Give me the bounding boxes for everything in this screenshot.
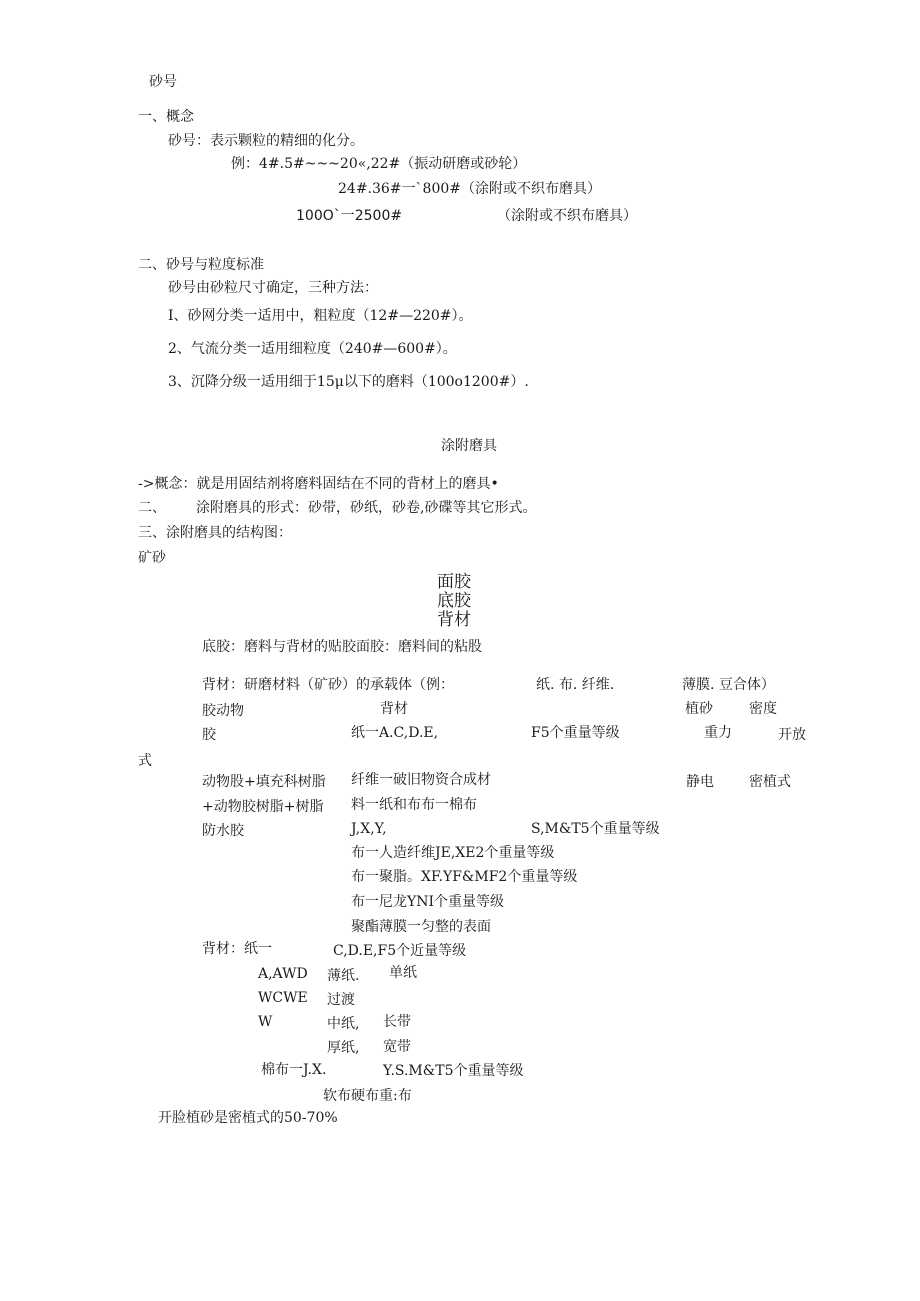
cotton-cloth: 棉布一J.X. <box>261 1062 327 1078</box>
cloth-rayon: 布一人造纤维JE,XE2个重量等级 <box>351 845 555 861</box>
cloth-nylon: 布一尼龙YNI个重量等级 <box>351 894 505 910</box>
polyester-film: 聚酯薄膜一匀整的表面 <box>351 919 491 935</box>
example-line-2: 24#.36#一`800#（涂附或不织布磨具） <box>338 181 601 197</box>
smt5-grades: S,M&T5个重量等级 <box>531 821 660 837</box>
backing-definition: 背材：研磨材料（矿砂）的承载体（例： <box>202 677 454 693</box>
waterproof-glue: 防水胶 <box>202 823 244 839</box>
dense-type: 密植式 <box>749 774 791 790</box>
ore-sand-label: 矿砂 <box>138 550 166 566</box>
backing-paper-grades: C,D.E,F5个近量等级 <box>333 943 467 959</box>
col-plant-sand: 植砂 <box>685 701 713 717</box>
section-1-heading: 一、概念 <box>138 109 194 125</box>
gravity-method: 重力 <box>704 725 732 741</box>
open-type-a: 开放 <box>778 727 806 743</box>
section-2-intro: 砂号由砂粒尺寸确定，三种方法： <box>168 280 378 296</box>
col-density: 密度 <box>749 701 777 717</box>
soft-hard-cloth: 软布硬布重:布 <box>323 1088 412 1104</box>
col-backing: 背材 <box>380 701 408 717</box>
medium-paper: 中纸, <box>327 1016 360 1032</box>
single-sheet: 单纸 <box>389 965 417 981</box>
transition-paper: 过渡 <box>327 992 355 1008</box>
electrostatic-method: 静电 <box>686 774 714 790</box>
example-line-3-note: （涂附或不织布磨具） <box>497 208 637 224</box>
long-belt: 长带 <box>383 1014 411 1030</box>
col-glue-line-2: 胶 <box>202 727 216 743</box>
example-line-3-grit: 100O`一2500# <box>296 208 403 224</box>
cloth-polyester: 布一聚脂。XF.YF&MF2个重量等级 <box>351 869 578 885</box>
fiber-line-2: 料一纸和布布一棉布 <box>351 797 477 813</box>
awd-grade: A,AWD <box>258 966 308 982</box>
method-3: 3、沉降分级一适用细于15μ以下的磨料（100o1200#）. <box>168 374 529 390</box>
glue-definition: 底胶：磨料与背材的贴胶面胶：磨料间的粘股 <box>202 639 482 655</box>
concept-line: ->概念：就是用固结剂将磨料固结在不同的背材上的磨具• <box>138 476 499 492</box>
w-grade: W <box>258 1014 273 1030</box>
structure-heading: 三、涂附磨具的结构图： <box>138 525 292 541</box>
forms-line: 涂附磨具的形式：砂带，砂纸，砂卷,砂碟等其它形式。 <box>196 500 537 516</box>
coated-abrasives-title: 涂附磨具 <box>441 438 497 454</box>
section-1-definition: 砂号：表示颗粒的精细的化分。 <box>168 133 364 149</box>
glue-mix-2: +动物胶树脂+树脂 <box>202 799 324 815</box>
method-2: 2、气流分类一适用细粒度（240#—600#）。 <box>168 341 457 357</box>
forms-number: 二、 <box>138 500 166 516</box>
doc-title: 砂号 <box>149 74 177 90</box>
col-glue-line-1: 胶动物 <box>202 703 244 719</box>
example-line-1: 例：4#.5#~~~20«,22#（振动研磨或砂轮） <box>231 156 527 172</box>
thick-paper: 厚纸, <box>327 1040 360 1056</box>
thin-paper: 薄纸. <box>327 968 360 984</box>
backing-example-1: 纸. 布. 纤维. <box>536 677 615 693</box>
wide-belt: 宽带 <box>383 1039 411 1055</box>
f5-grades: F5个重量等级 <box>531 725 620 741</box>
open-type-b: 式 <box>138 753 152 769</box>
ysmt5-grades: Y.S.M&T5个重量等级 <box>383 1063 524 1079</box>
paper-grades: 纸一A.C,D.E, <box>351 725 439 741</box>
layer-backing: 背材 <box>437 610 471 630</box>
backing-paper: 背材：纸一 <box>202 941 272 957</box>
open-coat-ratio: 开脸植砂是密植式的50-70% <box>158 1110 338 1126</box>
method-1: I、砂网分类一适用中，粗粒度（12#—220#）。 <box>168 308 473 324</box>
wcwe-grade: WCWE <box>258 990 308 1006</box>
layer-top-coat: 面胶 <box>437 572 471 592</box>
cloth-jxy: J,X,Y, <box>351 821 387 837</box>
section-2-heading: 二、砂号与粒度标准 <box>138 257 264 273</box>
backing-example-2: 薄膜. 豆合体） <box>682 677 775 693</box>
layer-base-coat: 底胶 <box>437 591 471 611</box>
glue-mix-1: 动物股+填充科树脂 <box>202 774 326 790</box>
fiber-line-1: 纤维一破旧物资合成材 <box>351 772 491 788</box>
